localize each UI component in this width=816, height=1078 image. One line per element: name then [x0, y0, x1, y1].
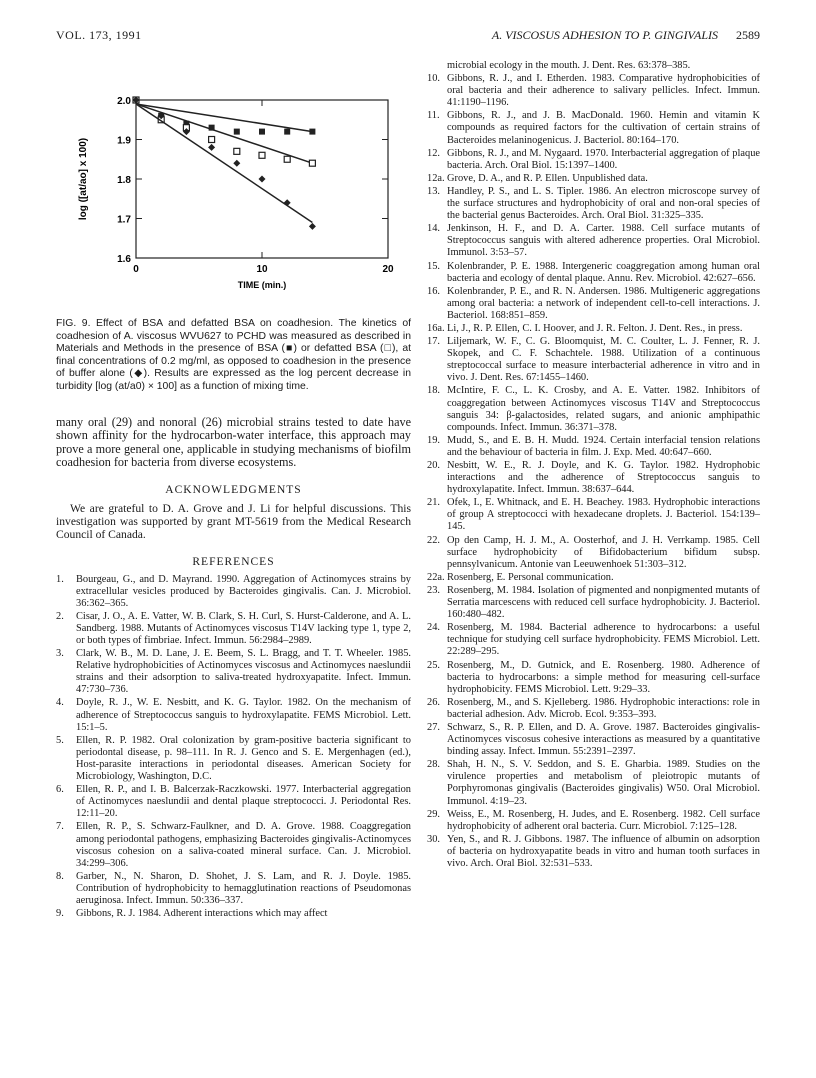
reference-item — [427, 336, 760, 384]
reference-number: 19. — [427, 434, 440, 446]
reference-item — [427, 834, 760, 870]
reference-text: microbial ecology in the mouth. J. Dent. Res. 63:378–385. — [447, 60, 691, 71]
reference-item — [427, 223, 760, 259]
reference-number: 21. — [427, 497, 440, 509]
x-tick-label: 0 — [133, 264, 139, 275]
reference-item — [56, 574, 411, 610]
reference-number: 27. — [427, 721, 440, 733]
reference-number: 10. — [427, 73, 440, 85]
data-point-buffer — [309, 223, 316, 230]
reference-number: 8. — [56, 870, 64, 882]
data-point-defatted-bsa — [309, 160, 315, 166]
reference-item — [427, 759, 760, 807]
data-point-buffer — [208, 144, 215, 151]
data-point-bsa — [309, 129, 315, 135]
reference-item — [427, 535, 760, 571]
data-point-bsa — [234, 129, 240, 135]
reference-item — [56, 697, 411, 733]
reference-item — [56, 648, 411, 696]
reference-text: Clark, W. B., M. D. Lane, J. E. Beem, S. L. Bragg, and T. T. Wheeler. 1985. Relative hydrophobicities of Actinomyces viscosus and Actinomyces naeslundii strains and their adsorption to saliva-treated hydroxyapatite. Infect. Immun. 47:730–736. — [76, 648, 411, 696]
reference-number: 14. — [427, 223, 440, 235]
reference-text: Li, J., R. P. Ellen, C. I. Hoover, and J. R. Felton. J. Dent. Res., in press. — [447, 322, 743, 334]
reference-number: 7. — [56, 821, 64, 833]
reference-item — [56, 908, 411, 920]
data-point-defatted-bsa — [209, 137, 215, 143]
x-axis-label: TIME (min.) — [237, 280, 287, 290]
reference-text: Kolenbrander, P. E., and R. N. Andersen. 1986. Multigeneric aggregations among oral bacteria: a network of independent cell-to-cell interactions. J. Bacteriol. 168:851–859. — [447, 285, 760, 321]
x-tick-label: 20 — [382, 264, 394, 275]
reference-item — [427, 497, 760, 533]
reference-number: 6. — [56, 784, 64, 796]
reference-text: McIntire, F. C., L. K. Crosby, and A. E. Vatter. 1982. Inhibitors of coaggregation between Actinomyces viscosus T14V and Streptococcus sanguis 34: β-galactosides, related sugars, and anionic amphipathic compounds. Infect. Immun. 36:371–378. — [447, 385, 760, 433]
running-header — [56, 28, 760, 46]
reference-number: 20. — [427, 460, 440, 471]
reference-text: Garber, N., N. Sharon, D. Shohet, J. S. Lam, and R. J. Doyle. 1985. Contribution of hydrophobicity to hemagglutination reactions of Pseudomonas aeruginosa. Infect. Immun. 50:336–337. — [76, 870, 411, 906]
reference-item — [427, 73, 760, 109]
reference-text: Jenkinson, H. F., and D. A. Carter. 1988. Cell surface mutants of Streptococcus sanguis with altered adherence properties. Oral Microbiol. Immunol. 3:53–57. — [447, 223, 760, 259]
data-point-buffer — [284, 199, 291, 206]
reference-number: 17. — [427, 336, 440, 348]
y-tick-label: 1.6 — [117, 254, 131, 265]
y-tick-label: 1.7 — [117, 214, 131, 226]
reference-text: Ellen, R. P., and I. B. Balcerzak-Raczkowski. 1977. Interbacterial aggregation of Actinomyces naeslundii and dental plaque streptococci. J. Periodontal Res. 12:11–20. — [76, 784, 411, 820]
reference-number: 25. — [427, 659, 440, 671]
y-tick-label: 1.8 — [117, 175, 131, 186]
reference-text: Yen, S., and R. J. Gibbons. 1987. The influence of albumin on adsorption of bacteria on hydroxyapatite beads in vitro and human tooth surfaces in vivo. Arch. Oral Biol. 32:531–533. — [447, 833, 760, 869]
reference-number: 16. — [427, 285, 440, 297]
reference-item — [427, 148, 760, 172]
reference-item — [427, 186, 760, 222]
reference-number: 12a. — [427, 172, 445, 184]
reference-item — [427, 622, 760, 658]
reference-item — [427, 286, 760, 322]
reference-number: 22. — [427, 534, 440, 546]
reference-text: Rosenberg, M., and S. Kjelleberg. 1986. Hydrophobic interactions: role in bacterial adhesion. Adv. Microb. Ecol. 9:353–393. — [447, 696, 760, 720]
reference-text: Shah, H. N., S. V. Seddon, and S. E. Gharbia. 1989. Studies on the virulence properties and metabolism of pleiotropic mutants of Porphyromonas gingivalis (Bacteroides gingivalis) W50. Oral Microbiol. Immunol. 4:19–23. — [447, 759, 760, 807]
reference-text: Bourgeau, G., and D. Mayrand. 1990. Aggregation of Actinomyces strains by extracellular vesicles produced by Bacteroides gingivalis. Can. J. Microbiol. 36:362–365. — [76, 573, 411, 609]
reference-text: Gibbons, R. J. 1984. Adherent interactions which may affect — [76, 908, 328, 920]
running-title-text: A. VISCOSUS ADHESION TO P. GINGIVALIS — [491, 28, 718, 42]
reference-text: Gibbons, R. J., and M. Nygaard. 1970. Interbacterial aggregation of plaque bacteria. Arch. Oral Biol. 15:1397–1400. — [447, 147, 760, 171]
reference-text: Handley, P. S., and L. S. Tipler. 1986. An electron microscope survey of the surface structures and hydrophobicity of oral and non-oral species of the bacterial genus Bacteroides. Arch. Oral Biol. 31:325–335. — [447, 185, 760, 222]
reference-number: 11. — [427, 110, 440, 122]
reference-item — [56, 735, 411, 783]
reference-text: Schwarz, S., R. P. Ellen, and D. A. Grove. 1987. Bacteroides gingivalis-Actinomyces viscosus cohesive interactions as measured by a quantitative binding assay. Infect. Immun. 55:2391–2397. — [447, 721, 760, 758]
reference-item — [427, 697, 760, 721]
reference-item — [56, 611, 411, 647]
references-list-right — [427, 60, 760, 870]
reference-number: 2. — [56, 610, 64, 622]
reference-number: 16a. — [427, 322, 445, 334]
reference-text: Rosenberg, E. Personal communication. — [447, 571, 614, 583]
reference-item — [56, 821, 411, 869]
references-list-left — [56, 574, 411, 921]
reference-item — [427, 809, 760, 833]
reference-number: 30. — [427, 833, 440, 845]
references-heading: REFERENCES — [192, 555, 275, 568]
reference-text: Rosenberg, M. 1984. Bacterial adherence to hydrocarbons: a useful technique for studying cell surface hydrophobicity. FEMS Microbiol. Lett. 22:289–295. — [447, 622, 760, 658]
reference-number: 4. — [56, 697, 64, 709]
running-title — [492, 28, 760, 43]
reference-number: 29. — [427, 808, 440, 820]
reference-item — [427, 722, 760, 758]
reference-text: Op den Camp, H. J. M., A. Oosterhof, and J. H. Verrkamp. 1985. Cell surface hydrophobicity of Bifidobacterium bifidum subsp. pennsylvanicum. Antonie van Leeuwenhoek 51:303–312. — [447, 534, 760, 570]
reference-item — [427, 110, 760, 146]
reference-number: 24. — [427, 622, 440, 634]
reference-number: 3. — [56, 648, 64, 660]
x-tick-label: 10 — [256, 264, 268, 275]
reference-number: 12. — [427, 147, 440, 159]
reference-item — [427, 460, 760, 496]
acknowledgments-heading: ACKNOWLEDGMENTS — [165, 483, 302, 496]
reference-text: Nesbitt, W. E., R. J. Doyle, and K. G. Taylor. 1982. Hydrophobic interactions and the adherence of Streptococcus sanguis to hydroxylapatite. Infect. Immun. 38:637–644. — [447, 460, 760, 496]
body-paragraph: many oral (29) and nonoral (26) microbial strains tested to date have shown affinity for the hydrocarbon-water interface, this approach may prove a more general one, applicable in studying mechanisms of biofilm coadhesion for bacteria from diverse ecosystems. — [56, 414, 411, 470]
data-point-bsa — [284, 129, 290, 135]
data-point-bsa — [259, 129, 265, 135]
right-column — [427, 60, 760, 871]
reference-text: Rosenberg, M. 1984. Isolation of pigmented and nonpigmented mutants of Serratia marcescens with reduced cell surface hydrophobicity. J. Bacteriol. 160:480–482. — [447, 584, 760, 621]
reference-number: 13. — [427, 185, 440, 197]
reference-text: Ellen, R. P. 1982. Oral colonization by gram-positive bacteria significant to periodontal disease, p. 98–111. In R. J. Genco and S. E. Mergenhagen (ed.), Host-parasite interactions in periodontal diseases. American Society for Microbiology, Washington, D.C. — [76, 734, 411, 783]
data-point-defatted-bsa — [259, 152, 265, 158]
reference-item — [427, 572, 760, 584]
reference-text: Doyle, R. J., W. E. Nesbitt, and K. G. Taylor. 1982. On the mechanism of adherence of Streptococcus sanguis to hydroxylapatite. FEMS Microbiol. Lett. 15:1–5. — [76, 697, 411, 733]
reference-text: Ellen, R. P., S. Schwarz-Faulkner, and D. A. Grove. 1988. Coaggregation among periodontal pathogens, emphasizing Bacteroides gingivalis-Actinomyces viscosus cohesion on a saliva-coated mineral surface. Can. J. Microbiol. 34:299–306. — [76, 821, 411, 869]
data-point-defatted-bsa — [234, 148, 240, 154]
figure-9-chart — [58, 60, 398, 310]
reference-item — [427, 385, 760, 433]
reference-item — [427, 60, 760, 72]
reference-text: Kolenbrander, P. E. 1988. Intergeneric coaggregation among human oral bacteria and ecology of dental plaque. Annu. Rev. Microbiol. 42:627–656. — [447, 260, 760, 284]
reference-item — [427, 660, 760, 696]
reference-text: Mudd, S., and E. B. H. Mudd. 1924. Certain interfacial tension relations and the behaviour of bacteria in film. J. Exp. Med. 40:647–660. — [447, 434, 760, 458]
reference-number: 15. — [427, 260, 440, 272]
reference-number: 5. — [56, 734, 64, 746]
left-column — [56, 60, 411, 921]
reference-text: Gibbons, R. J., and J. B. MacDonald. 1960. Hemin and vitamin K compounds as required factors for the cultivation of certain strains of Bacteroides melaninogenicus. J. Bacteriol. 80:164–170. — [447, 110, 760, 146]
reference-number: 9. — [56, 908, 64, 920]
reference-text: Liljemark, W. F., C. G. Bloomquist, M. C. Coulter, L. J. Fenner, R. J. Skopek, and C. F. Schachtele. 1988. Utilization of a continuous streptococcal surface to measure interbacterial adherence in vitro and in vivo. J. Dent. Res. 67:1455–1460. — [447, 336, 760, 384]
page-number: 2589 — [736, 28, 760, 42]
reference-item — [427, 585, 760, 621]
reference-text: Cisar, J. O., A. E. Vatter, W. B. Clark, S. H. Curl, S. Hurst-Calderone, and A. L. Sandberg. 1988. Mutants of Actinomyces viscosus T14V lacking type 1, type 2, or both types of fimbriae. Infect. Immun. 56:2984–2989. — [76, 610, 411, 647]
data-point-defatted-bsa — [284, 156, 290, 162]
reference-item — [56, 871, 411, 907]
y-tick-label: 1.9 — [117, 135, 131, 147]
reference-item — [56, 784, 411, 820]
y-axis-label: log ([at/ao] x 100) — [78, 137, 89, 221]
reference-number: 18. — [427, 385, 440, 397]
reference-number: 22a. — [427, 571, 445, 583]
reference-item — [427, 261, 760, 285]
reference-text: Grove, D. A., and R. P. Ellen. Unpublished data. — [447, 172, 648, 184]
acknowledgments-text: We are grateful to D. A. Grove and J. Li for helpful discussions. This investigation was supported by grant MT-5619 from the Medical Research Council of Canada. — [56, 501, 411, 542]
reference-item — [427, 323, 760, 335]
chart-svg — [58, 60, 398, 310]
figure-caption: FIG. 9. Effect of BSA and defatted BSA on coadhesion. The kinetics of coadhesion of A. viscosus WVU627 to PCHD was measured as described in Materials and Methods in the presence of BSA (■) or defatted BSA (□), at final concentrations of 0.2 mg/ml, as opposed to coadhesion in the presence of buffer alone (◆). Results are expressed as the log percent decrease in turbidity [log (at/a0) × 100] as a function of mixing time. — [56, 318, 411, 392]
reference-text: Rosenberg, M., D. Gutnick, and E. Rosenberg. 1980. Adherence of bacteria to hydrocarbons: a simple method for measuring cell-surface hydrophobicity. FEMS Microbiol. Lett. 9:29–33. — [447, 659, 760, 695]
reference-item — [427, 173, 760, 185]
y-tick-label: 2.0 — [117, 96, 131, 107]
reference-item — [427, 435, 760, 459]
reference-number: 28. — [427, 759, 440, 771]
reference-number: 26. — [427, 696, 440, 708]
volume-label: VOL. 173, 1991 — [56, 28, 142, 42]
data-point-buffer — [233, 160, 240, 167]
reference-number: 23. — [427, 584, 440, 596]
reference-text: Weiss, E., M. Rosenberg, H. Judes, and E. Rosenberg. 1982. Cell surface hydrophobicity of adherent oral bacteria. Curr. Microbiol. 7:125–128. — [447, 808, 760, 832]
reference-text: Ofek, I., E. Whitnack, and E. H. Beachey. 1983. Hydrophobic interactions of group A streptococci with hexadecane droplets. J. Bacteriol. 154:139–145. — [447, 497, 760, 533]
reference-number: 1. — [56, 573, 64, 585]
data-point-buffer — [259, 176, 266, 183]
reference-text: Gibbons, R. J., and I. Etherden. 1983. Comparative hydrophobicities of oral bacteria and their adherence to salivary pellicles. Infect. Immun. 41:1190–1196. — [447, 73, 760, 109]
